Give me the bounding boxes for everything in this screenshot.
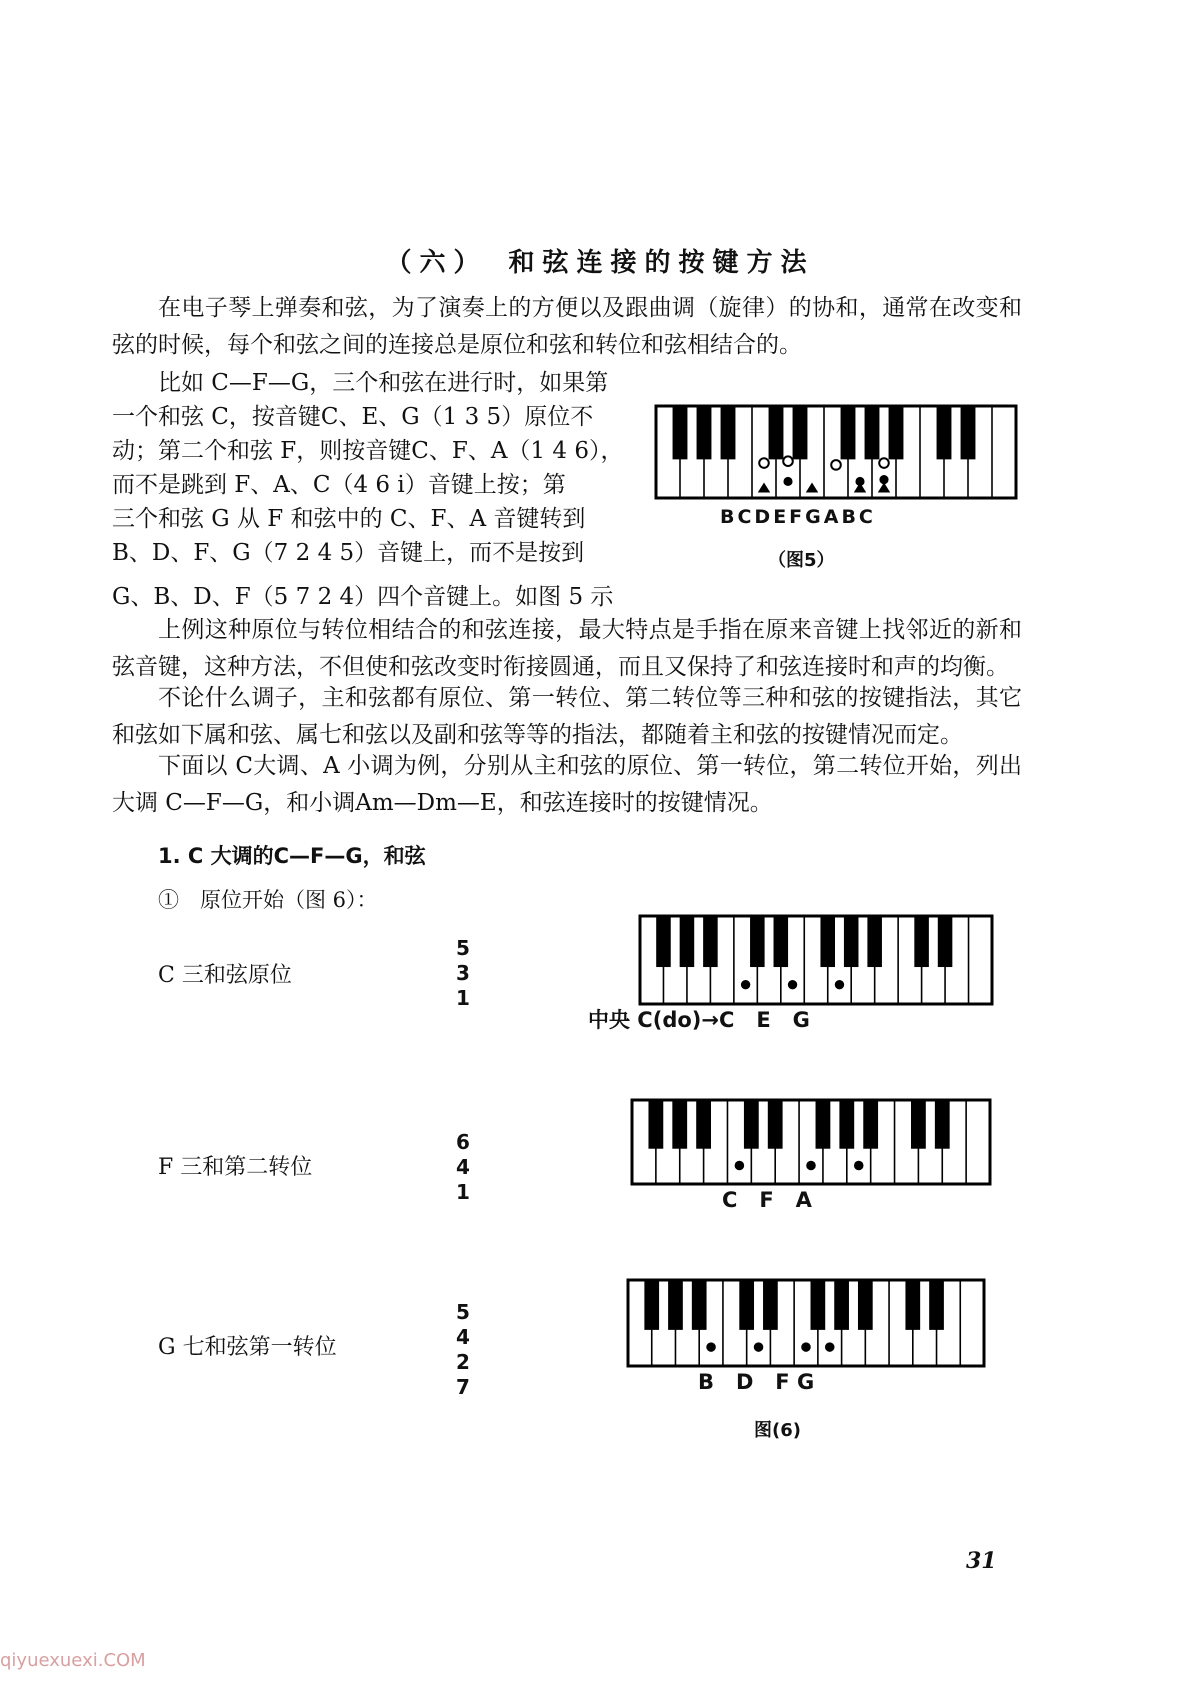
degree: 5	[456, 1300, 470, 1324]
black-key	[672, 1100, 687, 1149]
degree: 4	[456, 1325, 470, 1349]
pressed-key-dot	[854, 1161, 864, 1171]
keyboard-c-chord	[640, 916, 992, 1004]
keyboard-f-chord	[632, 1100, 990, 1184]
black-key	[811, 1280, 826, 1330]
black-key	[937, 406, 952, 459]
chord-label-c: C 三和弦原位	[158, 963, 292, 988]
degree: 3	[456, 961, 470, 985]
key-ring-marker	[783, 456, 793, 466]
black-key	[668, 1280, 683, 1330]
paragraph-2-line-4: 而不是跳到 F、A、C（4 6 i）音键上按；第	[112, 472, 566, 498]
notes-prefix: 中央 C(do)→	[588, 1008, 719, 1032]
black-key	[905, 1280, 920, 1330]
key-ring-marker	[831, 460, 841, 470]
section-title: （六） 和弦连接的按键方法	[385, 248, 815, 278]
black-key	[839, 1100, 854, 1149]
black-key	[692, 1280, 707, 1330]
notes-f-chord: C F A	[722, 1188, 812, 1212]
black-key	[938, 916, 953, 967]
black-key	[644, 1280, 659, 1330]
black-key	[844, 916, 859, 967]
pressed-key-dot	[801, 1342, 810, 1351]
black-key	[739, 1280, 754, 1330]
pressed-key-dot	[741, 980, 750, 989]
paragraph-5: 下面以 C大调、A 小调为例，分别从主和弦的原位、第一转位，第二转位开始，列出大调 C—F—G，和小调Am—Dm—E，和弦连接时的按键情况。	[112, 753, 1022, 816]
black-key	[889, 406, 904, 459]
paragraph-3: 上例这种原位与转位相结合的和弦连接，最大特点是手指在原来音键上找邻近的新和弦音键，这种方法，不但使和弦改变时衔接圆通，而且又保持了和弦连接时和声的均衡。	[112, 617, 1022, 680]
black-key	[763, 1280, 778, 1330]
degree: 2	[456, 1350, 470, 1374]
paragraph-2-line-1: 比如 C—F—G，三个和弦在进行时，如果第	[158, 370, 609, 396]
pressed-key-dot	[788, 980, 797, 989]
paragraph-2-line-7: G、B、D、F（5 7 2 4）四个音键上。如图 5 示	[112, 584, 614, 610]
figure-5-caption: （图5）	[768, 550, 835, 571]
degree: 6	[456, 1130, 470, 1154]
notes-c-chord	[588, 1004, 810, 1034]
paragraph-4: 不论什么调子，主和弦都有原位、第一转位、第二转位等三种和弦的按键指法，其它和弦如下属和弦、属七和弦以及副和弦等等的指法，都随着主和弦的按键情况而定。	[112, 685, 1022, 748]
pressed-key-dot	[806, 1161, 816, 1171]
chord-label-g7: G 七和弦第一转位	[158, 1335, 337, 1360]
degree: 4	[456, 1155, 470, 1179]
black-key	[929, 1280, 944, 1330]
black-key	[696, 1100, 711, 1149]
black-key	[914, 916, 929, 967]
chord-degrees-c	[451, 936, 475, 1011]
black-key	[768, 1100, 783, 1149]
black-key	[680, 916, 695, 967]
black-key	[858, 1280, 873, 1330]
black-key	[863, 1100, 878, 1149]
black-key	[703, 916, 718, 967]
black-key	[721, 406, 736, 459]
item-1-heading: ① 原位开始（图 6）：	[158, 888, 378, 912]
degree: 7	[456, 1375, 470, 1399]
black-key	[834, 1280, 849, 1330]
black-key	[865, 406, 880, 459]
paragraph-2-line-5: 三个和弦 G 从 F 和弦中的 C、F、A 音键转到	[112, 506, 586, 532]
paragraph-2-line-3: 动；第二个和弦 F，则按音键C、F、A（1 4 6），	[112, 438, 624, 464]
chord-label-f: F 三和第二转位	[158, 1155, 313, 1180]
black-key	[841, 406, 856, 459]
black-key	[697, 406, 712, 459]
figure-6-caption: 图(6)	[754, 1420, 801, 1441]
keyboard-g7-chord	[628, 1280, 984, 1366]
key-ring-marker	[759, 458, 769, 468]
black-key	[911, 1100, 926, 1149]
paragraph-1: 在电子琴上弹奏和弦，为了演奏上的方便以及跟曲调（旋律）的协和，通常在改变和弦的时候，每个和弦之间的连接总是原位和弦和转位和弦相结合的。	[112, 295, 1022, 358]
figure-5-keyboard	[656, 406, 1016, 498]
black-key	[774, 916, 789, 967]
watermark: qiyuexuexi.COM	[0, 1650, 146, 1671]
black-key	[769, 406, 784, 459]
paragraph-2-line-6: B、D、F、G（7 2 4 5）音键上，而不是按到	[112, 540, 585, 566]
page-number: 31	[966, 1548, 997, 1574]
figure-5-note-labels: BCDEFGABC	[720, 506, 876, 528]
notes-letters: C E G	[718, 1008, 810, 1032]
degree: 1	[456, 1180, 470, 1204]
pressed-key-dot	[735, 1161, 745, 1171]
black-key	[656, 916, 671, 967]
black-key	[744, 1100, 759, 1149]
black-key	[648, 1100, 663, 1149]
pressed-key-dot	[754, 1342, 763, 1351]
black-key	[820, 916, 835, 967]
key-ring-marker	[879, 458, 889, 468]
pressed-key-dot	[825, 1342, 834, 1351]
pressed-key-dot	[835, 980, 844, 989]
subsection-heading: 1. C 大调的C—F—G，和弦	[158, 844, 426, 868]
black-key	[793, 406, 808, 459]
black-key	[816, 1100, 831, 1149]
key-dot-marker	[783, 477, 792, 486]
black-key	[673, 406, 688, 459]
paragraph-2-line-2: 一个和弦 C，按音键C、E、G（1 3 5）原位不	[112, 404, 594, 430]
notes-g7-chord: B D F G	[698, 1370, 815, 1394]
chord-degrees-g7	[451, 1300, 475, 1400]
black-key	[867, 916, 882, 967]
degree: 1	[456, 986, 470, 1010]
pressed-key-dot	[706, 1342, 715, 1351]
degree: 5	[456, 936, 470, 960]
black-key	[961, 406, 976, 459]
chord-degrees-f	[451, 1130, 475, 1205]
black-key	[750, 916, 765, 967]
black-key	[935, 1100, 950, 1149]
